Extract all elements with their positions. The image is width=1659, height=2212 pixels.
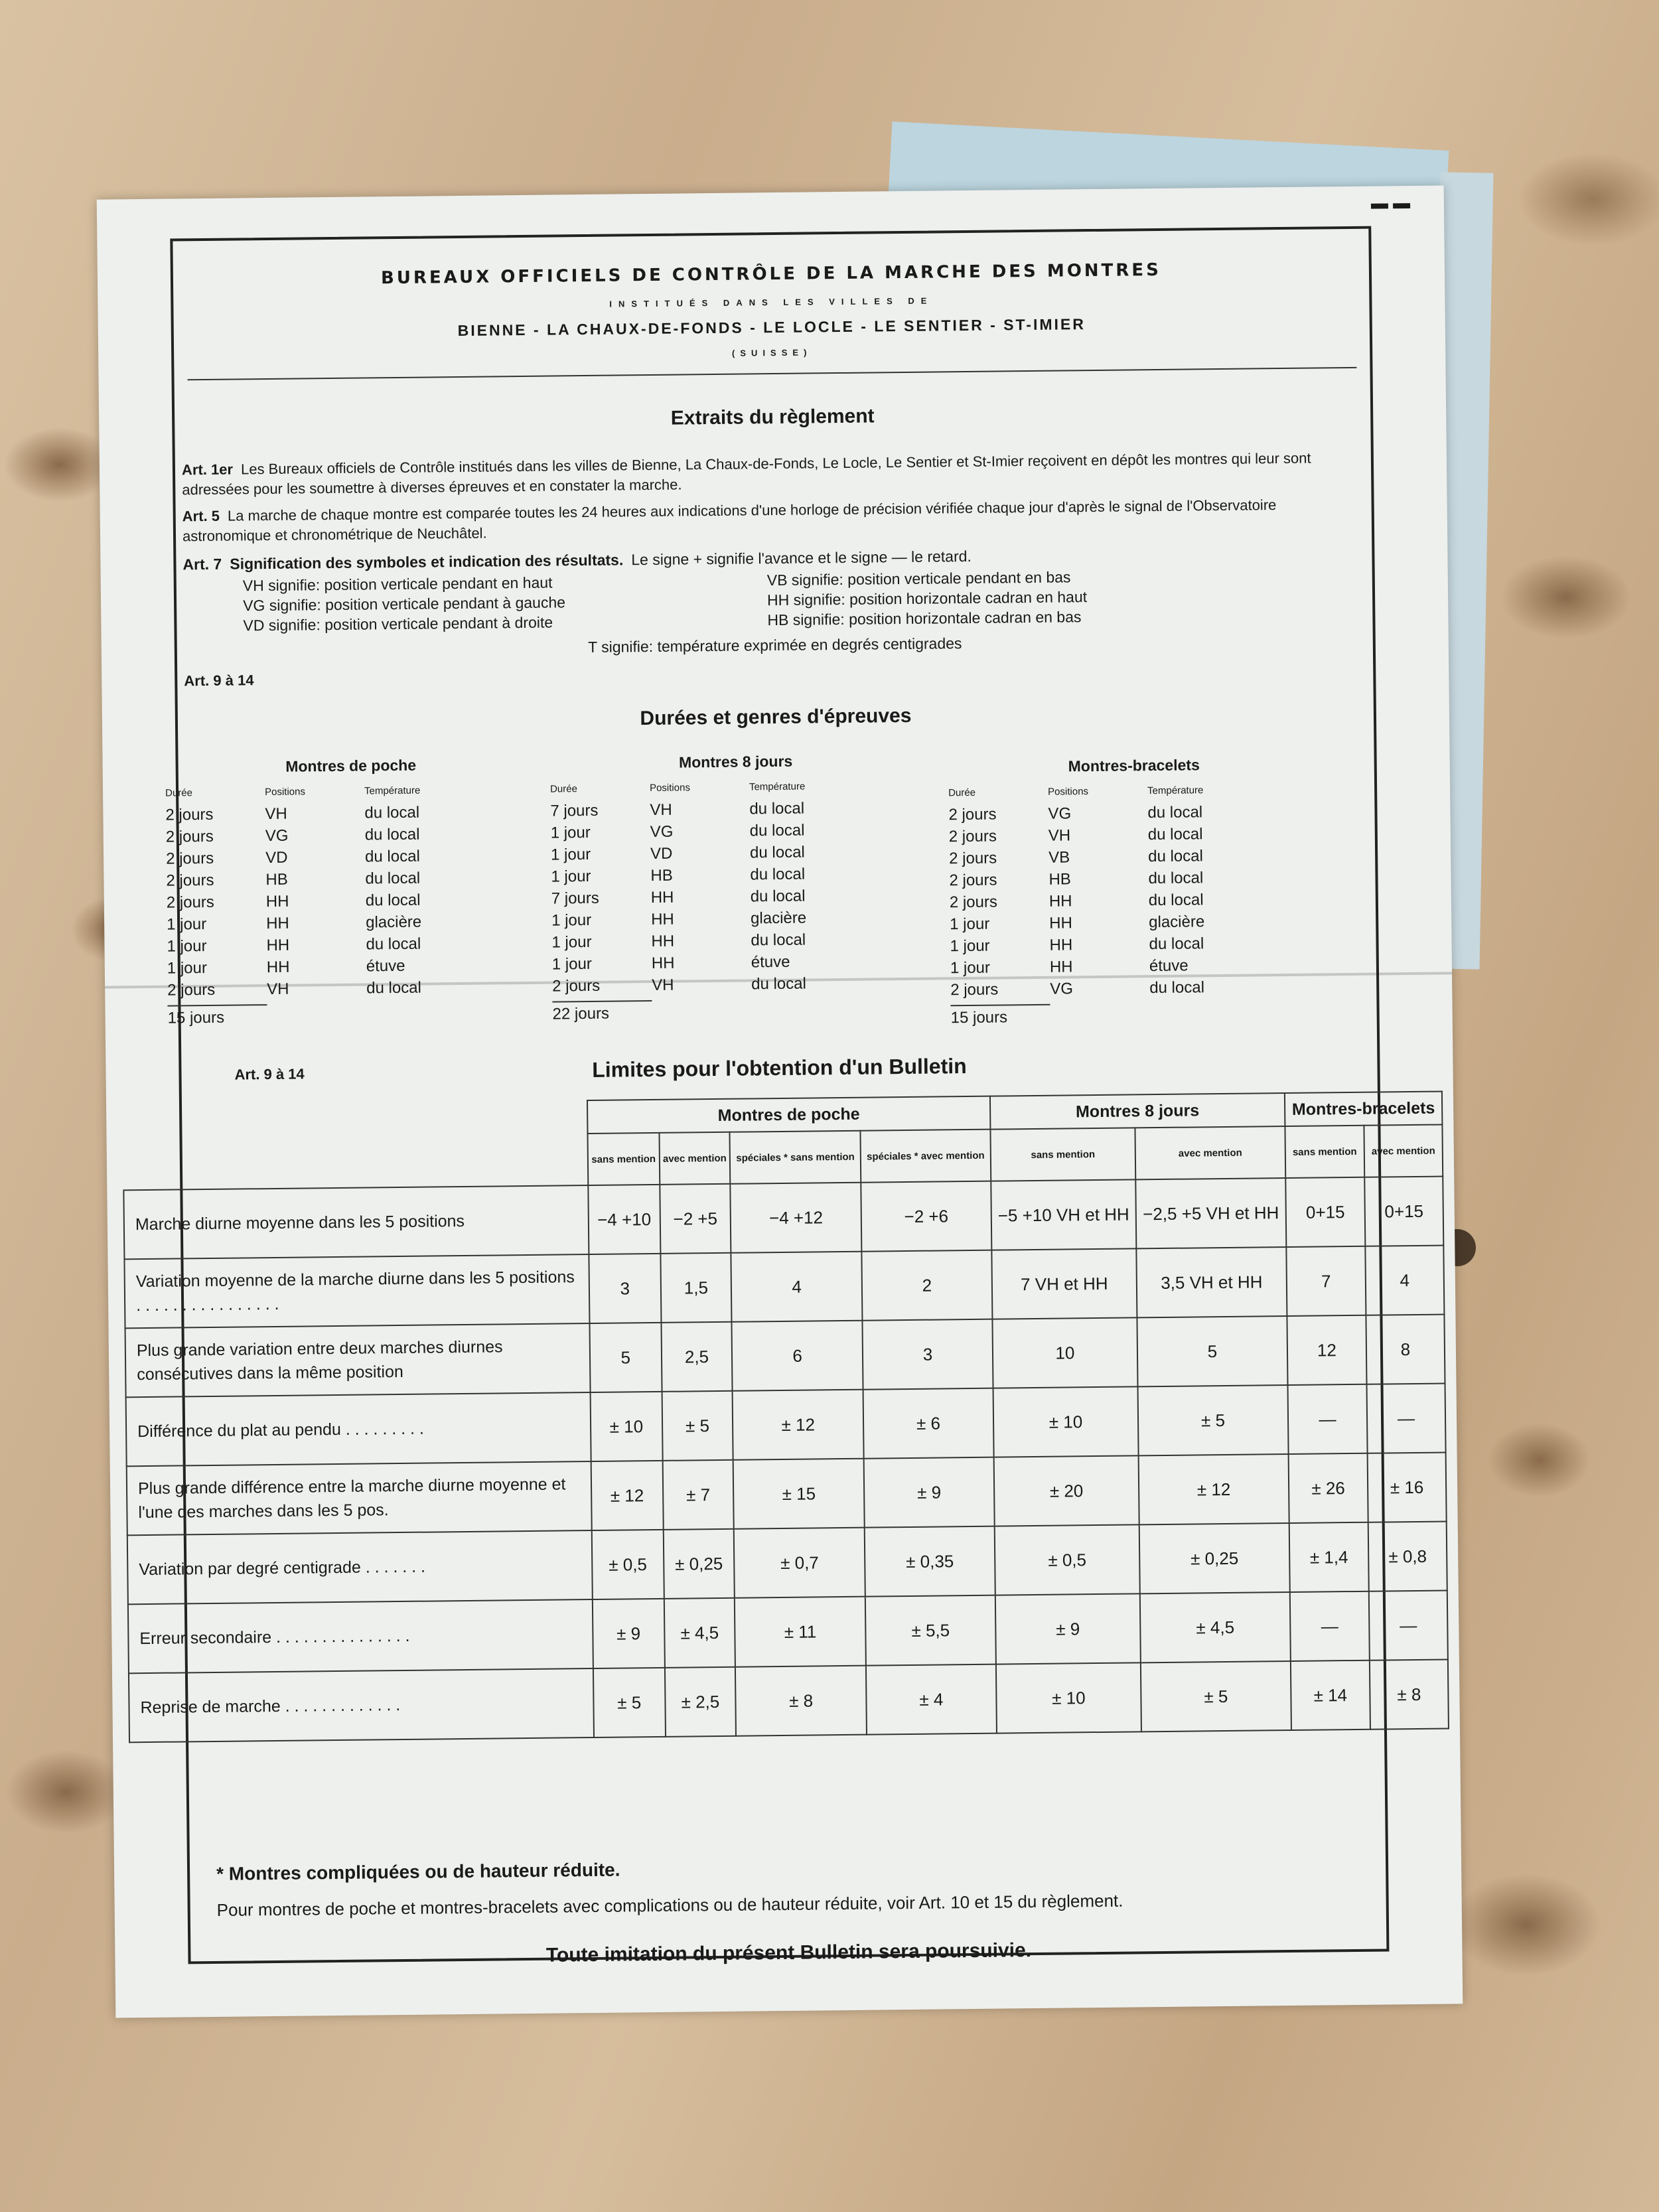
test-position: HH bbox=[651, 954, 675, 973]
test-position: VG bbox=[265, 826, 289, 846]
test-duree: 1 jour bbox=[167, 915, 207, 934]
test-col-headers bbox=[948, 783, 1320, 798]
test-temperature: du local bbox=[364, 847, 420, 866]
test-col-headers bbox=[165, 784, 537, 799]
limits-subhead: avec mention bbox=[1135, 1126, 1285, 1179]
test-temperature: du local bbox=[365, 891, 421, 910]
limits-row-label: Plus grande différence entre la marche diurne moyenne et l'une des marches dans les 5 pos. bbox=[127, 1461, 592, 1535]
test-position: HB bbox=[1048, 870, 1071, 889]
test-temperature: du local bbox=[751, 974, 807, 994]
test-position: VH bbox=[1048, 826, 1071, 845]
limits-cell: ± 5 bbox=[593, 1668, 666, 1737]
limits-cell: — bbox=[1290, 1591, 1370, 1661]
test-duree: 2 jours bbox=[167, 980, 216, 999]
durees-title: Durées et genres d'épreuves bbox=[640, 704, 912, 730]
test-group-8-jours bbox=[550, 751, 924, 1024]
limits-cell: ± 2,5 bbox=[665, 1667, 737, 1737]
limits-cell: ± 8 bbox=[1370, 1660, 1449, 1730]
limits-title: Limites pour l'obtention d'un Bulletin bbox=[592, 1054, 967, 1082]
test-temperature: étuve bbox=[751, 952, 790, 972]
article-1 bbox=[182, 448, 1365, 500]
limits-row-label: Marche diurne moyenne dans les 5 positions bbox=[123, 1185, 589, 1259]
symbol-hh: HH signifie: position horizontale cadran en haut bbox=[766, 588, 1088, 609]
test-position: VD bbox=[265, 848, 288, 867]
limits-cell: ± 10 bbox=[996, 1662, 1141, 1733]
test-duree: 1 jour bbox=[167, 959, 208, 978]
test-row bbox=[167, 976, 539, 1001]
limits-body bbox=[123, 1177, 1449, 1743]
limits-cell: ± 12 bbox=[733, 1390, 864, 1460]
test-duree: 1 jour bbox=[551, 954, 592, 974]
test-temperature: glacière bbox=[365, 913, 422, 932]
test-duree: 1 jour bbox=[551, 932, 592, 952]
limits-cell: ± 7 bbox=[662, 1460, 734, 1530]
limits-row bbox=[128, 1591, 1448, 1674]
test-position: HH bbox=[1049, 958, 1073, 976]
test-position: VB bbox=[1048, 848, 1070, 867]
limits-cell: ± 0,7 bbox=[734, 1528, 865, 1598]
test-temperature: du local bbox=[750, 887, 806, 906]
limits-cell: ± 8 bbox=[735, 1666, 867, 1736]
test-temperature: du local bbox=[749, 821, 805, 840]
test-temperature: du local bbox=[366, 934, 421, 954]
limits-cell: 5 bbox=[589, 1323, 662, 1392]
header-rule bbox=[188, 367, 1357, 380]
test-temperature: du local bbox=[366, 978, 422, 997]
col-positions: Positions bbox=[1048, 786, 1089, 798]
col-positions: Positions bbox=[264, 786, 306, 798]
limits-cell: ± 12 bbox=[1139, 1454, 1289, 1524]
test-total: 15 jours bbox=[167, 1004, 267, 1028]
test-durations bbox=[165, 747, 1377, 1031]
limits-cell: 5 bbox=[1137, 1316, 1287, 1386]
test-temperature: du local bbox=[1147, 803, 1203, 822]
symbol-vh: VH signifie: position verticale pendant en haut bbox=[242, 573, 553, 595]
limits-cell: ± 5 bbox=[1137, 1385, 1288, 1455]
article-7-label: Art. 7 bbox=[182, 555, 222, 573]
limits-cell: ± 10 bbox=[591, 1392, 663, 1461]
test-duree: 2 jours bbox=[948, 827, 997, 846]
test-position: HH bbox=[265, 892, 289, 911]
test-duree: 1 jour bbox=[950, 958, 991, 978]
test-position: HH bbox=[266, 914, 289, 933]
limits-row-label: Variation moyenne de la marche diurne dans les 5 positions . . . . . . . . . . . . . . . . bbox=[124, 1254, 589, 1328]
test-group-name: Montres-bracelets bbox=[1068, 756, 1200, 775]
test-group-name: Montres de poche bbox=[285, 756, 417, 775]
limits-cell: ± 26 bbox=[1289, 1453, 1368, 1523]
test-temperature: du local bbox=[750, 865, 806, 884]
limits-cell: 2,5 bbox=[661, 1322, 733, 1392]
limits-cell: ± 0,5 bbox=[995, 1524, 1140, 1595]
limits-cell: 7 VH et HH bbox=[991, 1248, 1137, 1319]
limits-cell: — bbox=[1287, 1384, 1367, 1454]
test-temperature: du local bbox=[1148, 847, 1204, 866]
header-country: (SUISSE) bbox=[731, 347, 812, 358]
test-temperature: glacière bbox=[750, 909, 807, 928]
limits-cell: ± 4,5 bbox=[1140, 1592, 1291, 1662]
test-group-poche bbox=[165, 755, 540, 1028]
article-5-label: Art. 5 bbox=[182, 507, 220, 525]
limits-cell: ± 0,8 bbox=[1368, 1522, 1447, 1591]
limits-cell: 7 bbox=[1286, 1246, 1366, 1316]
test-duree: 2 jours bbox=[166, 893, 214, 912]
test-duree: 1 jour bbox=[950, 915, 990, 934]
test-col-headers bbox=[550, 780, 922, 795]
limits-cell: 6 bbox=[732, 1321, 863, 1391]
test-position: HH bbox=[1049, 936, 1073, 954]
header-subtitle: INSTITUÉS DANS LES VILLES DE bbox=[609, 295, 934, 309]
limits-cell: ± 9 bbox=[593, 1599, 665, 1668]
test-position: VH bbox=[265, 804, 287, 824]
limits-row bbox=[125, 1315, 1445, 1398]
limits-cell: ± 10 bbox=[993, 1386, 1138, 1457]
limits-row bbox=[127, 1522, 1447, 1605]
test-position: HH bbox=[650, 888, 674, 907]
limits-cell: −4 +10 bbox=[588, 1185, 660, 1254]
limits-cell: ± 9 bbox=[864, 1457, 995, 1528]
test-position: HH bbox=[1048, 892, 1072, 911]
test-position: VG bbox=[650, 822, 674, 842]
test-position: HB bbox=[650, 866, 673, 885]
test-position: VH bbox=[267, 980, 289, 999]
test-duree: 2 jours bbox=[950, 980, 999, 999]
limits-cell: ± 16 bbox=[1368, 1453, 1447, 1522]
test-duree: 2 jours bbox=[165, 849, 214, 868]
limits-cell: ± 4,5 bbox=[664, 1598, 735, 1668]
limits-cell: 3 bbox=[589, 1254, 661, 1323]
test-temperature: du local bbox=[364, 825, 420, 844]
limits-cell: 4 bbox=[1365, 1246, 1444, 1315]
limits-row bbox=[127, 1453, 1447, 1536]
test-position: HH bbox=[1049, 914, 1073, 932]
col-temperature: Température bbox=[1147, 784, 1204, 797]
limits-cell: 1,5 bbox=[660, 1253, 732, 1323]
test-rows bbox=[948, 800, 1322, 1001]
limits-cell: ± 6 bbox=[863, 1388, 994, 1459]
limits-cell: ± 5,5 bbox=[865, 1595, 996, 1666]
col-positions: Positions bbox=[649, 782, 691, 794]
extraits-title: Extraits du règlement bbox=[670, 405, 875, 429]
test-temperature: du local bbox=[364, 803, 420, 822]
col-duree: Durée bbox=[549, 783, 577, 795]
symbols-list bbox=[243, 565, 1239, 636]
col-duree: Durée bbox=[165, 787, 193, 799]
limits-table bbox=[122, 1091, 1449, 1743]
limits-subhead: spéciales * sans mention bbox=[730, 1131, 861, 1184]
article-9-14-label: Art. 9 à 14 bbox=[184, 672, 254, 690]
limits-cell: ± 5 bbox=[1141, 1661, 1291, 1732]
symbol-t: T signifie: température exprimée en degrés centigrades bbox=[587, 634, 962, 656]
test-position: VG bbox=[1048, 804, 1072, 823]
limits-cell: −5 +10 VH et HH bbox=[991, 1179, 1136, 1250]
limits-row-label: Variation par degré centigrade . . . . . . . bbox=[127, 1530, 593, 1604]
test-duree: 2 jours bbox=[949, 871, 997, 890]
article-7-title: Signification des symboles et indication des résultats. bbox=[230, 551, 624, 573]
test-temperature: étuve bbox=[366, 956, 405, 976]
imitation-warning: Toute imitation du présent Bulletin sera poursuivie. bbox=[545, 1939, 1032, 1966]
test-duree: 2 jours bbox=[948, 805, 997, 824]
test-temperature: du local bbox=[749, 799, 805, 818]
article-1-label: Art. 1er bbox=[181, 461, 234, 479]
test-temperature: du local bbox=[1149, 934, 1204, 954]
test-position: VH bbox=[650, 800, 672, 820]
test-duree: 2 jours bbox=[552, 976, 601, 995]
limits-cell: −2,5 +5 VH et HH bbox=[1135, 1178, 1286, 1248]
test-duree: 2 jours bbox=[949, 893, 998, 912]
limits-article-label: Art. 9 à 14 bbox=[234, 1065, 305, 1083]
limits-cell: ± 0,5 bbox=[592, 1530, 664, 1599]
footnote-title: * Montres compliquées ou de hauteur réduite. bbox=[216, 1859, 620, 1884]
article-1-text: Les Bureaux officiels de Contrôle institués dans les villes de Bienne, La Chaux-de-Fonds, Le Locle, Le Sentier et St-Imier reçoivent en dépôt les montres qui leur sont adressées pour les soumettre à diverses épreuves et en constater la marche. bbox=[182, 449, 1311, 498]
test-temperature: du local bbox=[1148, 869, 1204, 888]
limits-cell: — bbox=[1369, 1591, 1448, 1660]
test-position: HH bbox=[651, 932, 675, 951]
article-5 bbox=[182, 494, 1366, 547]
test-temperature: du local bbox=[751, 930, 806, 950]
test-total: 15 jours bbox=[950, 1004, 1050, 1028]
test-position: HH bbox=[266, 958, 290, 977]
limits-cell: ± 0,35 bbox=[865, 1526, 995, 1597]
limits-row bbox=[126, 1384, 1446, 1467]
symbol-vd: VD signifie: position verticale pendant à droite bbox=[243, 613, 553, 634]
limits-subhead: sans mention bbox=[990, 1128, 1135, 1181]
limits-cell: ± 14 bbox=[1291, 1660, 1370, 1730]
bulletin-sheet bbox=[97, 185, 1463, 2018]
test-duree: 1 jour bbox=[950, 936, 990, 956]
limits-cell: 0+15 bbox=[1364, 1177, 1443, 1246]
limits-cell: ± 20 bbox=[994, 1455, 1139, 1526]
limits-cell: −4 +12 bbox=[731, 1183, 862, 1253]
limits-row-label: Plus grande variation entre deux marches diurnes consécutives dans la même position bbox=[125, 1323, 591, 1397]
limits-cell: ± 12 bbox=[591, 1461, 664, 1530]
limits-row-label: Reprise de marche . . . . . . . . . . . . . bbox=[129, 1668, 594, 1742]
limits-row bbox=[124, 1246, 1444, 1329]
symbol-vb: VB signifie: position verticale pendant en bas bbox=[766, 568, 1071, 589]
limits-subhead: sans mention bbox=[587, 1133, 659, 1185]
limits-row bbox=[129, 1660, 1449, 1743]
test-group-bracelets bbox=[948, 755, 1323, 1027]
limits-cell: 0+15 bbox=[1285, 1177, 1365, 1247]
limits-row-label: Différence du plat au pendu . . . . . . . . . bbox=[126, 1392, 591, 1466]
limits-cell: 2 bbox=[861, 1250, 992, 1321]
footnote-text: Pour montres de poche et montres-bracelets avec complications ou de hauteur réduite, voir Art. 10 et 15 du règlement. bbox=[216, 1890, 1123, 1920]
test-total: 22 jours bbox=[552, 1000, 652, 1024]
test-duree: 1 jour bbox=[550, 845, 591, 864]
limits-cell: 4 bbox=[731, 1252, 863, 1322]
limits-group-poche: Montres de poche bbox=[587, 1096, 990, 1134]
test-temperature: du local bbox=[365, 869, 421, 888]
limits-cell: 12 bbox=[1287, 1315, 1366, 1385]
test-position: VH bbox=[652, 976, 674, 995]
limits-cell: ± 15 bbox=[733, 1459, 865, 1529]
limits-cell: 3,5 VH et HH bbox=[1136, 1247, 1287, 1317]
document-frame bbox=[135, 226, 1435, 1966]
limits-row-label: Erreur secondaire . . . . . . . . . . . . . . . bbox=[128, 1599, 593, 1673]
test-duree: 2 jours bbox=[166, 871, 214, 890]
symbol-vg: VG signifie: position verticale pendant à gauche bbox=[242, 593, 566, 615]
limits-cell: ± 5 bbox=[662, 1391, 733, 1461]
test-temperature: du local bbox=[1148, 891, 1204, 910]
test-temperature: du local bbox=[749, 843, 805, 862]
limits-group-8-jours: Montres 8 jours bbox=[990, 1093, 1285, 1130]
limits-cell: ± 1,4 bbox=[1289, 1522, 1369, 1592]
limits-cell: — bbox=[1366, 1384, 1445, 1453]
limits-row bbox=[123, 1177, 1443, 1260]
test-rows bbox=[165, 800, 539, 1001]
test-duree: 7 jours bbox=[550, 801, 599, 820]
pen-marks: ▬ ▬ bbox=[1370, 192, 1411, 213]
limits-cell: 3 bbox=[863, 1319, 993, 1390]
article-7-text: Le signe + signifie l'avance et le signe — le retard. bbox=[631, 547, 972, 569]
limits-subhead: avec mention bbox=[1364, 1125, 1443, 1177]
test-duree: 2 jours bbox=[165, 827, 214, 846]
limits-cell: ± 11 bbox=[735, 1597, 866, 1667]
test-group-name: Montres 8 jours bbox=[678, 752, 793, 771]
limits-cell: ± 4 bbox=[866, 1664, 997, 1735]
header-cities: BIENNE - LA CHAUX-DE-FONDS - LE LOCLE - LE SENTIER - ST-IMIER bbox=[457, 315, 1086, 340]
limits-subhead: sans mention bbox=[1285, 1126, 1364, 1178]
test-position: VG bbox=[1050, 980, 1074, 998]
test-row bbox=[950, 975, 1322, 1001]
limits-subhead: avec mention bbox=[659, 1132, 731, 1185]
limits-cell: 10 bbox=[992, 1317, 1137, 1388]
test-temperature: étuve bbox=[1149, 956, 1189, 976]
test-temperature: du local bbox=[1149, 978, 1205, 997]
test-duree: 1 jour bbox=[551, 911, 592, 930]
header-title: BUREAUX OFFICIELS DE CONTRÔLE DE LA MARCHE DES MONTRES bbox=[380, 259, 1162, 289]
test-temperature: glacière bbox=[1149, 913, 1205, 932]
limits-subhead: spéciales * avec mention bbox=[861, 1130, 991, 1183]
col-temperature: Température bbox=[364, 784, 421, 797]
limits-cell: ± 9 bbox=[995, 1593, 1141, 1664]
test-position: HH bbox=[266, 936, 290, 955]
test-row bbox=[552, 972, 924, 997]
test-rows bbox=[550, 796, 924, 997]
test-temperature: du local bbox=[1147, 825, 1203, 844]
limits-cell: ± 0,25 bbox=[663, 1529, 735, 1599]
test-position: VD bbox=[650, 844, 673, 863]
test-position: HH bbox=[650, 910, 674, 929]
limits-cell: 8 bbox=[1366, 1315, 1445, 1384]
limits-corner bbox=[123, 1100, 588, 1190]
test-duree: 1 jour bbox=[551, 867, 591, 886]
limits-cell: ± 0,25 bbox=[1139, 1523, 1290, 1593]
col-temperature: Température bbox=[749, 780, 806, 793]
test-duree: 2 jours bbox=[165, 805, 214, 824]
limits-group-bracelets: Montres-bracelets bbox=[1285, 1092, 1443, 1126]
test-duree: 1 jour bbox=[167, 937, 207, 956]
col-duree: Durée bbox=[948, 786, 976, 799]
limits-cell: −2 +6 bbox=[861, 1181, 991, 1252]
test-duree: 7 jours bbox=[551, 889, 599, 908]
limits-cell: −2 +5 bbox=[660, 1184, 731, 1254]
test-duree: 1 jour bbox=[550, 823, 591, 842]
symbol-hb: HB signifie: position horizontale cadran en bas bbox=[767, 608, 1082, 629]
test-position: HB bbox=[265, 870, 288, 889]
test-duree: 2 jours bbox=[949, 849, 997, 868]
article-5-text: La marche de chaque montre est comparée toutes les 24 heures aux indications d'une horloge de précision vérifiée chaque jour d'après le signal de l'Observatoire astronomique et chronométrique de Neuchâtel. bbox=[182, 496, 1277, 545]
